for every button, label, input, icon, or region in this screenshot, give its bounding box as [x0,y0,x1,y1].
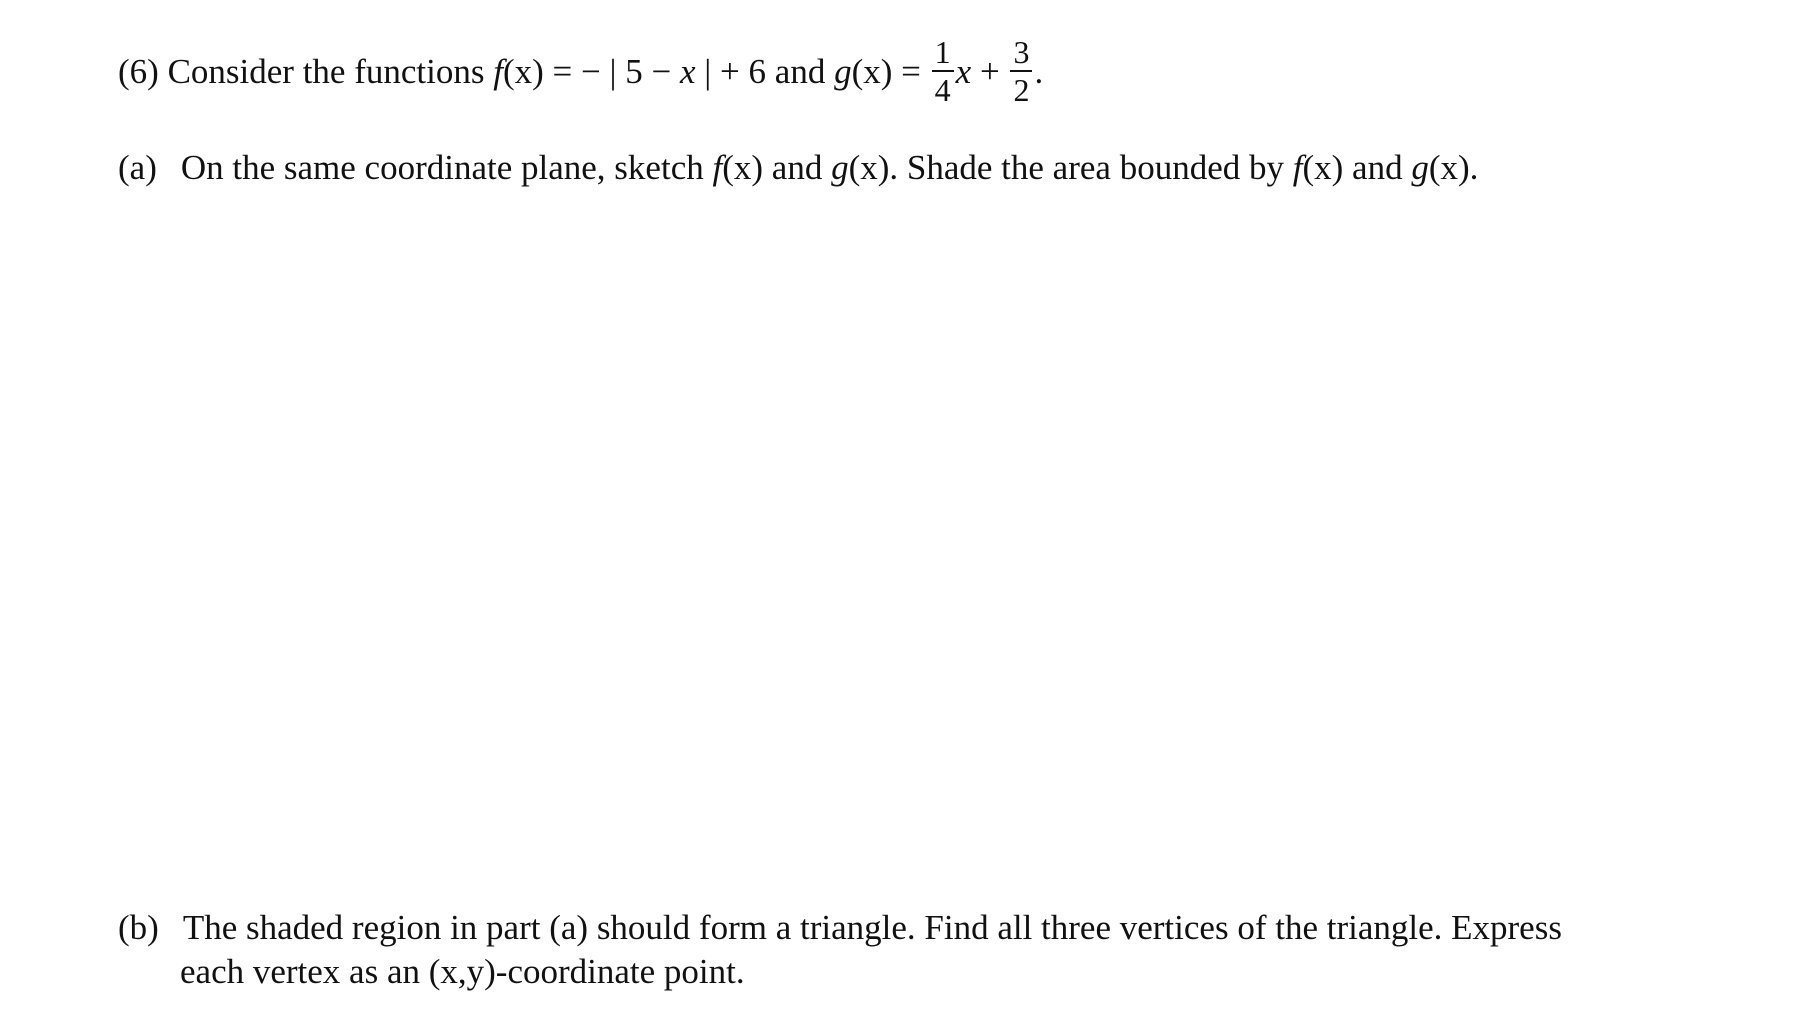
part-a-question [118,148,1478,188]
fraction-one-quarter [932,34,954,108]
g-name-2: g [1411,148,1429,187]
problem-intro: Consider the functions [167,52,485,92]
fraction-numerator: 1 [932,34,954,72]
f-arg: (x) [722,148,764,187]
problem-number: (6) [118,52,159,92]
part-b-label: (b) [118,908,159,947]
and-word: and [774,52,826,92]
fraction-three-halves [1010,34,1032,108]
g-arg-2: (x). [1428,148,1479,187]
f-arg-2: (x) [1302,148,1344,187]
period: . [1034,52,1044,92]
equals-sign-2: = [901,52,921,92]
problem-statement [118,34,1044,112]
equals-sign: = [552,52,573,92]
fraction-denominator: 4 [934,72,951,108]
and-word: and [771,148,823,187]
part-b-text-2: each vertex as an (x,y)-coordinate point. [180,952,745,991]
f-rhs-part-1: − | 5 − [581,52,672,92]
g-name: g [834,52,852,92]
g-name: g [831,148,849,187]
g-arg: (x) [851,52,893,92]
plus-sign: + [979,52,1000,92]
fraction-denominator: 2 [1013,72,1030,108]
g-variable: x [955,52,972,92]
f-name: f [493,52,503,92]
part-b-text-1: The shaded region in part (a) should form a triangle. Find all three vertices of the triangle. Express [182,908,1562,947]
and-word-2: and [1352,148,1403,187]
part-a-text-2: Shade the area bounded by [906,148,1284,187]
part-a-label: (a) [118,148,157,187]
g-arg: (x). [848,148,899,187]
f-arg: (x) [502,52,544,92]
part-b-question-line-1 [118,908,1562,948]
part-a-text-1: On the same coordinate plane, sketch [180,148,704,187]
f-rhs-part-2: | + 6 [704,52,767,92]
fraction-numerator: 3 [1010,34,1032,72]
f-name-2: f [1292,148,1303,187]
f-variable: x [680,52,696,92]
part-b-question-line-2 [180,952,745,992]
f-name: f [712,148,723,187]
